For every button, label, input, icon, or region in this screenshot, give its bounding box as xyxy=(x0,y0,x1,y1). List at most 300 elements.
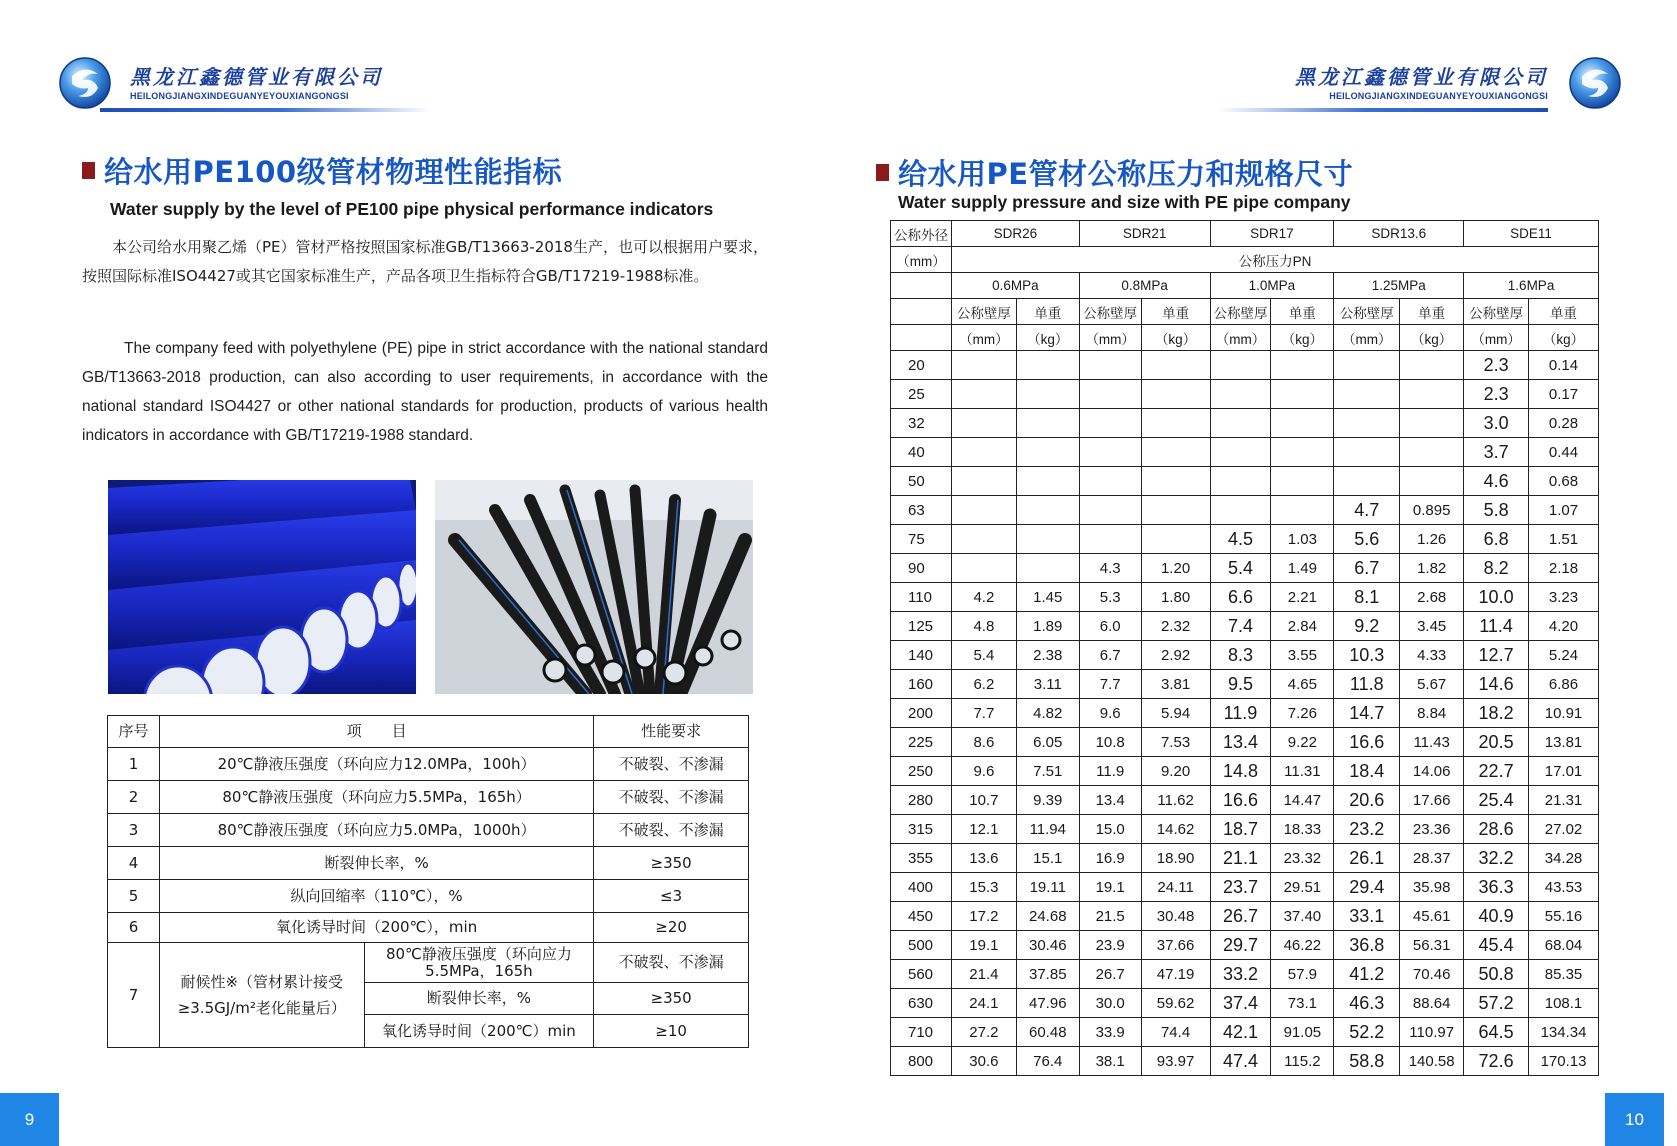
nominal-diameter-cell: 90 xyxy=(891,554,952,583)
table-row xyxy=(891,728,1599,757)
wall-thickness-cell: 4.2 xyxy=(951,583,1016,612)
unit-weight-cell: 7.51 xyxy=(1016,757,1079,786)
unit-weight-cell: 13.81 xyxy=(1529,728,1599,757)
unit-weight-cell: 5.24 xyxy=(1529,641,1599,670)
row-item: 断裂伸长率，% xyxy=(159,847,593,880)
unit-weight-cell xyxy=(1141,438,1210,467)
wall-thickness-cell: 12.1 xyxy=(951,815,1016,844)
unit-weight-cell: 6.05 xyxy=(1016,728,1079,757)
unit-weight-cell: 24.11 xyxy=(1141,873,1210,902)
unit-weight-cell: 43.53 xyxy=(1529,873,1599,902)
wall-thickness-cell: 37.4 xyxy=(1210,989,1271,1018)
wall-thickness-cell: 11.8 xyxy=(1334,670,1400,699)
unit-weight-cell xyxy=(1016,409,1079,438)
unit-weight-cell: 110.97 xyxy=(1400,1018,1464,1047)
header-cell: 单重 xyxy=(1400,299,1464,325)
unit-weight-cell: 10.91 xyxy=(1529,699,1599,728)
unit-weight-cell: 8.84 xyxy=(1400,699,1464,728)
wall-thickness-cell: 58.8 xyxy=(1334,1047,1400,1076)
unit-weight-cell: 73.1 xyxy=(1271,989,1334,1018)
table-row xyxy=(891,670,1599,699)
unit-weight-cell: 4.33 xyxy=(1400,641,1464,670)
nominal-diameter-cell: 20 xyxy=(891,351,952,380)
row-requirement: 不破裂、不渗漏 xyxy=(594,943,749,983)
wall-thickness-cell: 36.3 xyxy=(1464,873,1529,902)
table-row xyxy=(891,409,1599,438)
unit-weight-cell xyxy=(1141,467,1210,496)
performance-table xyxy=(107,715,749,1048)
unit-weight-cell: 35.98 xyxy=(1400,873,1464,902)
unit-weight-cell: 1.51 xyxy=(1529,525,1599,554)
wall-thickness-cell: 50.8 xyxy=(1464,960,1529,989)
wall-thickness-cell xyxy=(951,525,1016,554)
unit-weight-cell xyxy=(1016,525,1079,554)
wall-thickness-cell: 4.6 xyxy=(1464,467,1529,496)
nominal-diameter-cell: 630 xyxy=(891,989,952,1018)
unit-weight-cell: 1.80 xyxy=(1141,583,1210,612)
unit-weight-cell xyxy=(1400,351,1464,380)
wall-thickness-cell: 4.8 xyxy=(951,612,1016,641)
wall-thickness-cell: 26.7 xyxy=(1210,902,1271,931)
unit-weight-cell: 57.9 xyxy=(1271,960,1334,989)
header-cell: 单重 xyxy=(1271,299,1334,325)
row-requirement: ≥10 xyxy=(594,1015,749,1048)
wall-thickness-cell xyxy=(1210,409,1271,438)
unit-weight-cell: 1.26 xyxy=(1400,525,1464,554)
section-title-en: Water supply by the level of PE100 pipe physical performance indicators xyxy=(110,199,714,219)
unit-weight-cell xyxy=(1141,496,1210,525)
wall-thickness-cell: 4.5 xyxy=(1210,525,1271,554)
unit-weight-cell: 3.55 xyxy=(1271,641,1334,670)
unit-weight-cell: 55.16 xyxy=(1529,902,1599,931)
wall-thickness-cell: 4.7 xyxy=(1334,496,1400,525)
wall-thickness-cell xyxy=(951,409,1016,438)
wall-thickness-cell: 8.3 xyxy=(1210,641,1271,670)
header-cell: SDE11 xyxy=(1464,221,1599,247)
wall-thickness-cell: 7.7 xyxy=(1079,670,1141,699)
row-item: 80℃静液压强度（环向应力5.5MPa，165h） xyxy=(159,781,593,814)
pipe-size-table xyxy=(890,220,1599,1076)
wall-thickness-cell: 5.6 xyxy=(1334,525,1400,554)
unit-weight-cell: 60.48 xyxy=(1016,1018,1079,1047)
wall-thickness-cell: 17.2 xyxy=(951,902,1016,931)
nominal-diameter-cell: 25 xyxy=(891,380,952,409)
wall-thickness-cell: 3.7 xyxy=(1464,438,1529,467)
row-number: 6 xyxy=(108,913,160,943)
wall-thickness-cell: 18.2 xyxy=(1464,699,1529,728)
table-row xyxy=(108,943,749,983)
wall-thickness-cell xyxy=(1079,380,1141,409)
wall-thickness-cell: 20.5 xyxy=(1464,728,1529,757)
unit-weight-cell: 14.62 xyxy=(1141,815,1210,844)
wall-thickness-cell: 64.5 xyxy=(1464,1018,1529,1047)
wall-thickness-cell: 13.4 xyxy=(1079,786,1141,815)
wall-thickness-cell xyxy=(1334,380,1400,409)
company-name-left xyxy=(130,66,383,101)
wall-thickness-cell: 26.7 xyxy=(1079,960,1141,989)
header-cell: （kg） xyxy=(1271,325,1334,351)
wall-thickness-cell xyxy=(1334,409,1400,438)
wall-thickness-cell: 9.5 xyxy=(1210,670,1271,699)
wall-thickness-cell: 27.2 xyxy=(951,1018,1016,1047)
wall-thickness-cell: 38.1 xyxy=(1079,1047,1141,1076)
table-header-row xyxy=(891,247,1599,273)
wall-thickness-cell: 10.0 xyxy=(1464,583,1529,612)
unit-weight-cell: 6.86 xyxy=(1529,670,1599,699)
wall-thickness-cell: 46.3 xyxy=(1334,989,1400,1018)
table-row xyxy=(108,748,749,781)
unit-weight-cell: 28.37 xyxy=(1400,844,1464,873)
wall-thickness-cell: 57.2 xyxy=(1464,989,1529,1018)
unit-weight-cell: 2.84 xyxy=(1271,612,1334,641)
wall-thickness-cell: 29.4 xyxy=(1334,873,1400,902)
header-cell: 1.25MPa xyxy=(1334,273,1464,299)
wall-thickness-cell: 6.7 xyxy=(1334,554,1400,583)
unit-weight-cell: 88.64 xyxy=(1400,989,1464,1018)
wall-thickness-cell: 6.8 xyxy=(1464,525,1529,554)
wall-thickness-cell xyxy=(1210,438,1271,467)
row-requirement: ≤3 xyxy=(594,880,749,913)
wall-thickness-cell: 26.1 xyxy=(1334,844,1400,873)
unit-weight-cell: 93.97 xyxy=(1141,1047,1210,1076)
wall-thickness-cell: 13.4 xyxy=(1210,728,1271,757)
wall-thickness-cell: 42.1 xyxy=(1210,1018,1271,1047)
unit-weight-cell xyxy=(1141,525,1210,554)
wall-thickness-cell: 24.1 xyxy=(951,989,1016,1018)
table-row xyxy=(891,612,1599,641)
wall-thickness-cell: 14.7 xyxy=(1334,699,1400,728)
unit-weight-cell: 27.02 xyxy=(1529,815,1599,844)
table-row xyxy=(891,380,1599,409)
unit-weight-cell: 9.20 xyxy=(1141,757,1210,786)
wall-thickness-cell xyxy=(1079,438,1141,467)
header-cell: SDR13.6 xyxy=(1334,221,1464,247)
table-row xyxy=(891,786,1599,815)
header-cell xyxy=(891,299,952,325)
table-row xyxy=(891,1018,1599,1047)
unit-weight-cell: 7.26 xyxy=(1271,699,1334,728)
wall-thickness-cell: 3.0 xyxy=(1464,409,1529,438)
wall-thickness-cell: 28.6 xyxy=(1464,815,1529,844)
title-marker xyxy=(82,162,95,179)
unit-weight-cell: 29.51 xyxy=(1271,873,1334,902)
table-row xyxy=(891,1047,1599,1076)
table-row xyxy=(108,880,749,913)
table-row xyxy=(891,467,1599,496)
wall-thickness-cell: 18.7 xyxy=(1210,815,1271,844)
wall-thickness-cell: 4.3 xyxy=(1079,554,1141,583)
header-cell: 单重 xyxy=(1529,299,1599,325)
unit-weight-cell: 23.36 xyxy=(1400,815,1464,844)
wall-thickness-cell: 11.4 xyxy=(1464,612,1529,641)
wall-thickness-cell: 16.6 xyxy=(1210,786,1271,815)
wall-thickness-cell: 29.7 xyxy=(1210,931,1271,960)
company-name-right xyxy=(1258,66,1548,101)
table-row xyxy=(891,757,1599,786)
nominal-diameter-cell: 315 xyxy=(891,815,952,844)
unit-weight-cell: 18.90 xyxy=(1141,844,1210,873)
unit-weight-cell: 46.22 xyxy=(1271,931,1334,960)
unit-weight-cell: 108.1 xyxy=(1529,989,1599,1018)
header-cell: （kg） xyxy=(1141,325,1210,351)
wall-thickness-cell: 19.1 xyxy=(1079,873,1141,902)
header-cell: SDR21 xyxy=(1079,221,1210,247)
unit-weight-cell: 3.81 xyxy=(1141,670,1210,699)
wall-thickness-cell: 11.9 xyxy=(1079,757,1141,786)
wall-thickness-cell xyxy=(951,380,1016,409)
row-item: 20℃静液压强度（环向应力12.0MPa，100h） xyxy=(159,748,593,781)
unit-weight-cell: 11.62 xyxy=(1141,786,1210,815)
unit-weight-cell: 3.23 xyxy=(1529,583,1599,612)
wall-thickness-cell: 5.8 xyxy=(1464,496,1529,525)
unit-weight-cell xyxy=(1400,467,1464,496)
unit-weight-cell: 11.94 xyxy=(1016,815,1079,844)
wall-thickness-cell: 72.6 xyxy=(1464,1047,1529,1076)
wall-thickness-cell: 15.3 xyxy=(951,873,1016,902)
wall-thickness-cell: 33.9 xyxy=(1079,1018,1141,1047)
page-number-right: 10 xyxy=(1605,1093,1664,1146)
row-item: 80℃静液压强度（环向应力5.0MPa，1000h） xyxy=(159,814,593,847)
unit-weight-cell: 70.46 xyxy=(1400,960,1464,989)
unit-weight-cell: 17.01 xyxy=(1529,757,1599,786)
unit-weight-cell xyxy=(1271,351,1334,380)
wall-thickness-cell xyxy=(1079,496,1141,525)
header-cell: 1.0MPa xyxy=(1210,273,1334,299)
wall-thickness-cell xyxy=(1079,409,1141,438)
unit-weight-cell: 4.65 xyxy=(1271,670,1334,699)
row-item: 氧化诱导时间（200℃）min xyxy=(364,1015,594,1048)
nominal-diameter-cell: 40 xyxy=(891,438,952,467)
unit-weight-cell: 0.895 xyxy=(1400,496,1464,525)
row-number: 7 xyxy=(108,943,160,1048)
wall-thickness-cell xyxy=(1334,467,1400,496)
nominal-diameter-cell: 355 xyxy=(891,844,952,873)
unit-weight-cell: 1.82 xyxy=(1400,554,1464,583)
wall-thickness-cell xyxy=(1210,467,1271,496)
unit-weight-cell: 5.94 xyxy=(1141,699,1210,728)
unit-weight-cell xyxy=(1016,467,1079,496)
unit-weight-cell: 24.68 xyxy=(1016,902,1079,931)
company-name-cn: 黑龙江鑫德管业有限公司 xyxy=(130,65,383,89)
unit-weight-cell: 11.43 xyxy=(1400,728,1464,757)
unit-weight-cell: 47.96 xyxy=(1016,989,1079,1018)
table-row xyxy=(891,873,1599,902)
row-item: 80℃静液压强度（环向应力5.5MPa，165h xyxy=(364,943,594,983)
table-row xyxy=(108,814,749,847)
wall-thickness-cell: 9.2 xyxy=(1334,612,1400,641)
unit-weight-cell xyxy=(1141,409,1210,438)
table-header-row xyxy=(891,299,1599,325)
nominal-diameter-cell: 710 xyxy=(891,1018,952,1047)
wall-thickness-cell: 33.1 xyxy=(1334,902,1400,931)
unit-weight-cell: 74.4 xyxy=(1141,1018,1210,1047)
wall-thickness-cell: 20.6 xyxy=(1334,786,1400,815)
wall-thickness-cell: 21.5 xyxy=(1079,902,1141,931)
header-cell: （kg） xyxy=(1529,325,1599,351)
wall-thickness-cell: 9.6 xyxy=(951,757,1016,786)
pipe-size-rows xyxy=(891,351,1599,1076)
unit-weight-cell: 3.11 xyxy=(1016,670,1079,699)
section-title-right xyxy=(876,152,1353,193)
nominal-diameter-cell: 50 xyxy=(891,467,952,496)
unit-weight-cell xyxy=(1271,380,1334,409)
unit-weight-cell: 1.49 xyxy=(1271,554,1334,583)
header-cell: 0.6MPa xyxy=(951,273,1079,299)
header-divider xyxy=(100,108,430,112)
table-header-row xyxy=(891,273,1599,299)
unit-weight-cell: 37.66 xyxy=(1141,931,1210,960)
black-pipes-photo xyxy=(435,480,753,694)
header-cell: 公称壁厚 xyxy=(1079,299,1141,325)
table-row xyxy=(891,989,1599,1018)
wall-thickness-cell: 22.7 xyxy=(1464,757,1529,786)
unit-weight-cell: 30.46 xyxy=(1016,931,1079,960)
wall-thickness-cell: 23.9 xyxy=(1079,931,1141,960)
wall-thickness-cell: 5.3 xyxy=(1079,583,1141,612)
nominal-diameter-cell: 500 xyxy=(891,931,952,960)
page-number-left: 9 xyxy=(0,1093,59,1146)
unit-weight-cell: 91.05 xyxy=(1271,1018,1334,1047)
row-number: 2 xyxy=(108,781,160,814)
wall-thickness-cell: 41.2 xyxy=(1334,960,1400,989)
wall-thickness-cell xyxy=(951,554,1016,583)
header-cell xyxy=(891,273,952,299)
wall-thickness-cell xyxy=(1334,351,1400,380)
row-requirement: 不破裂、不渗漏 xyxy=(594,814,749,847)
section-title-cn: 给水用PE管材公称压力和规格尺寸 xyxy=(898,157,1354,191)
unit-weight-cell: 59.62 xyxy=(1141,989,1210,1018)
unit-weight-cell: 9.22 xyxy=(1271,728,1334,757)
table-row xyxy=(891,525,1599,554)
table-row xyxy=(891,844,1599,873)
unit-weight-cell xyxy=(1016,438,1079,467)
unit-weight-cell: 4.82 xyxy=(1016,699,1079,728)
wall-thickness-cell xyxy=(1079,467,1141,496)
header-cell: 单重 xyxy=(1016,299,1079,325)
unit-weight-cell: 11.31 xyxy=(1271,757,1334,786)
unit-weight-cell xyxy=(1016,496,1079,525)
header-cell: （mm） xyxy=(1210,325,1271,351)
company-logo-icon xyxy=(58,56,112,110)
unit-weight-cell: 56.31 xyxy=(1400,931,1464,960)
nominal-diameter-cell: 280 xyxy=(891,786,952,815)
unit-weight-cell: 140.58 xyxy=(1400,1047,1464,1076)
nominal-diameter-cell: 140 xyxy=(891,641,952,670)
wall-thickness-cell: 8.2 xyxy=(1464,554,1529,583)
wall-thickness-cell xyxy=(1079,525,1141,554)
table-header-row xyxy=(891,325,1599,351)
header-cell: 单重 xyxy=(1141,299,1210,325)
table-row xyxy=(891,438,1599,467)
header-cell: 公称压力PN xyxy=(951,247,1598,273)
header-cell: 0.8MPa xyxy=(1079,273,1210,299)
wall-thickness-cell: 9.6 xyxy=(1079,699,1141,728)
table-row xyxy=(891,583,1599,612)
header-cell: （mm） xyxy=(1464,325,1529,351)
table-row xyxy=(891,815,1599,844)
wall-thickness-cell: 12.7 xyxy=(1464,641,1529,670)
wall-thickness-cell xyxy=(1210,496,1271,525)
unit-weight-cell: 2.68 xyxy=(1400,583,1464,612)
unit-weight-cell: 14.47 xyxy=(1271,786,1334,815)
wall-thickness-cell xyxy=(951,351,1016,380)
wall-thickness-cell: 30.6 xyxy=(951,1047,1016,1076)
wall-thickness-cell: 36.8 xyxy=(1334,931,1400,960)
wall-thickness-cell: 2.3 xyxy=(1464,351,1529,380)
table-row xyxy=(108,913,749,943)
wall-thickness-cell: 14.8 xyxy=(1210,757,1271,786)
unit-weight-cell: 2.21 xyxy=(1271,583,1334,612)
table-row xyxy=(891,351,1599,380)
unit-weight-cell: 21.31 xyxy=(1529,786,1599,815)
unit-weight-cell: 37.40 xyxy=(1271,902,1334,931)
unit-weight-cell: 37.85 xyxy=(1016,960,1079,989)
wall-thickness-cell: 6.7 xyxy=(1079,641,1141,670)
row-requirement: ≥350 xyxy=(594,847,749,880)
wall-thickness-cell: 47.4 xyxy=(1210,1047,1271,1076)
wall-thickness-cell: 16.9 xyxy=(1079,844,1141,873)
wall-thickness-cell: 23.7 xyxy=(1210,873,1271,902)
wall-thickness-cell xyxy=(951,438,1016,467)
unit-weight-cell: 68.04 xyxy=(1529,931,1599,960)
unit-weight-cell: 1.20 xyxy=(1141,554,1210,583)
wall-thickness-cell: 18.4 xyxy=(1334,757,1400,786)
wall-thickness-cell: 16.6 xyxy=(1334,728,1400,757)
nominal-diameter-cell: 560 xyxy=(891,960,952,989)
unit-weight-cell xyxy=(1271,438,1334,467)
unit-weight-cell xyxy=(1400,409,1464,438)
unit-weight-cell: 0.28 xyxy=(1529,409,1599,438)
wall-thickness-cell: 15.0 xyxy=(1079,815,1141,844)
row-item: 断裂伸长率，% xyxy=(364,983,594,1015)
table-row xyxy=(891,931,1599,960)
intro-paragraph-en: The company feed with polyethylene (PE) pipe in strict accordance with the national standard GB/T13663-2018 production, can also according to user requirements, in accordance with the national standard ISO4427 or other national standards for production, products of various health indicators in accordance with GB/T17219-1988 standard. xyxy=(82,340,768,444)
unit-weight-cell xyxy=(1016,351,1079,380)
blue-pipes-photo xyxy=(108,480,416,694)
unit-weight-cell: 0.44 xyxy=(1529,438,1599,467)
nominal-diameter-cell: 250 xyxy=(891,757,952,786)
nominal-diameter-cell: 160 xyxy=(891,670,952,699)
unit-weight-cell: 14.06 xyxy=(1400,757,1464,786)
unit-weight-cell: 2.32 xyxy=(1141,612,1210,641)
header-cell: 公称外径 xyxy=(891,221,952,247)
table-header-row xyxy=(891,221,1599,247)
row-requirement: 不破裂、不渗漏 xyxy=(594,781,749,814)
header-cell: SDR17 xyxy=(1210,221,1334,247)
unit-weight-cell: 0.68 xyxy=(1529,467,1599,496)
wall-thickness-cell: 23.2 xyxy=(1334,815,1400,844)
company-name-cn: 黑龙江鑫德管业有限公司 xyxy=(1295,65,1548,89)
nominal-diameter-cell: 450 xyxy=(891,902,952,931)
wall-thickness-cell: 6.6 xyxy=(1210,583,1271,612)
nominal-diameter-cell: 125 xyxy=(891,612,952,641)
header-cell: SDR26 xyxy=(951,221,1079,247)
unit-weight-cell xyxy=(1141,380,1210,409)
unit-weight-cell: 0.14 xyxy=(1529,351,1599,380)
nominal-diameter-cell: 800 xyxy=(891,1047,952,1076)
row-requirement: ≥350 xyxy=(594,983,749,1015)
header-cell: （kg） xyxy=(1016,325,1079,351)
wall-thickness-cell: 10.7 xyxy=(951,786,1016,815)
header-cell: 性能要求 xyxy=(594,716,749,748)
unit-weight-cell: 17.66 xyxy=(1400,786,1464,815)
nominal-diameter-cell: 200 xyxy=(891,699,952,728)
unit-weight-cell: 47.19 xyxy=(1141,960,1210,989)
header-cell: 项 目 xyxy=(159,716,593,748)
wall-thickness-cell: 10.8 xyxy=(1079,728,1141,757)
unit-weight-cell: 5.67 xyxy=(1400,670,1464,699)
unit-weight-cell: 170.13 xyxy=(1529,1047,1599,1076)
